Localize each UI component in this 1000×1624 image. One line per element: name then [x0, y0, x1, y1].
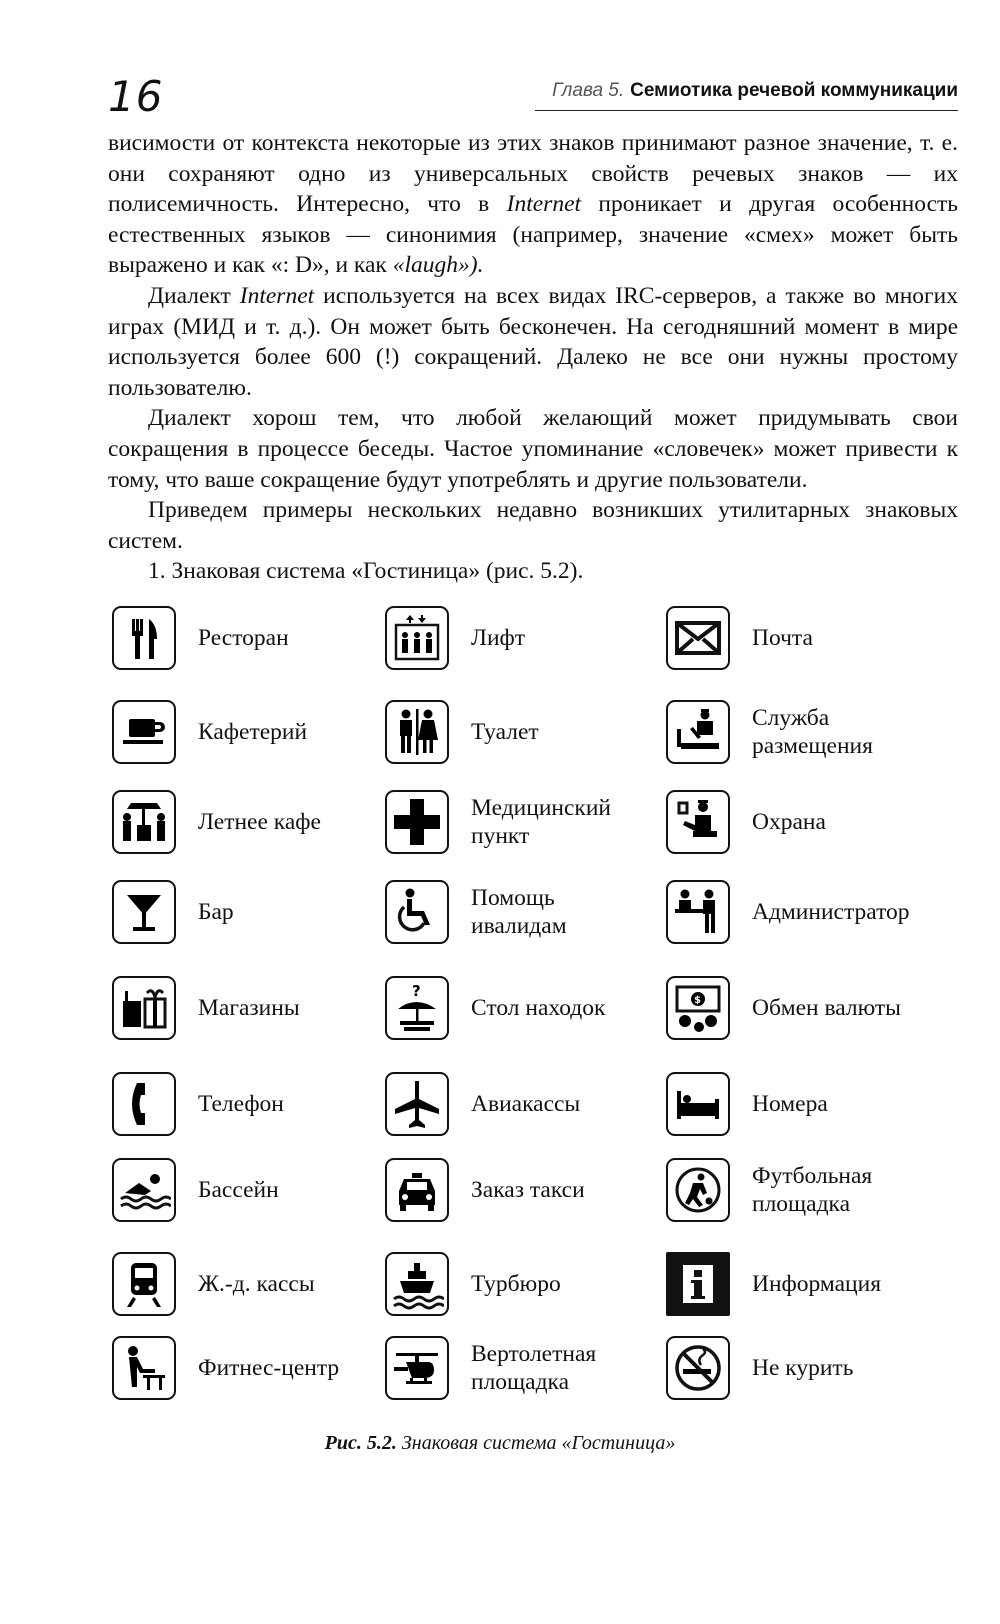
paragraph-5: 1. Знаковая система «Гостиница» (рис. 5.2). — [148, 558, 584, 585]
sign-shops: Магазины — [112, 972, 412, 1044]
header-rule — [535, 110, 958, 111]
sign-cafeteria: Кафетерий — [112, 696, 412, 768]
bed-icon — [666, 1072, 730, 1136]
currency-exchange-icon — [666, 976, 730, 1040]
paragraph-4: Приведем примеры нескольких недавно возникших утилитарных знаковых систем. — [108, 497, 958, 554]
elevator-icon — [385, 606, 449, 670]
mail-icon — [666, 606, 730, 670]
svg-text:$: $ — [694, 995, 701, 1006]
airplane-icon — [385, 1072, 449, 1136]
sign-telephone: Телефон — [112, 1068, 412, 1140]
helicopter-icon — [385, 1336, 449, 1400]
sign-football: Футбольная площадка — [666, 1154, 966, 1226]
telephone-icon — [112, 1072, 176, 1136]
train-icon — [112, 1252, 176, 1316]
restaurant-icon — [112, 606, 176, 670]
summer-cafe-icon — [112, 790, 176, 854]
sign-taxi: Заказ такси — [385, 1154, 685, 1226]
paragraph-1: висимости от контекста некоторые из этих знаков принимают разное значение, т. е. они сохраняют одно из универсальных свойств речевых знаков — их полисемичность. Интересно, что в Internet проникает и другая особенность естественных языков — синонимия (например, значение «смех» может быть выражено и как «: D», и как «laugh»). — [108, 130, 958, 279]
svg-text:?: ? — [412, 982, 421, 1000]
sign-elevator: Лифт — [385, 602, 685, 674]
sign-currency: $ Обмен валюты — [666, 972, 966, 1044]
fitness-icon — [112, 1336, 176, 1400]
sign-train: Ж.-д. кассы — [112, 1248, 412, 1320]
sign-no-smoking: Не курить — [666, 1332, 966, 1404]
sign-summer-cafe: Летнее кафе — [112, 786, 412, 858]
cafeteria-icon — [112, 700, 176, 764]
taxi-icon — [385, 1158, 449, 1222]
chapter-title: Семиотика речевой коммуникации — [630, 80, 958, 101]
sign-helicopter: Вертолетная площадка — [385, 1332, 685, 1404]
sign-ship: Турбюро — [385, 1248, 685, 1320]
no-smoking-icon — [666, 1336, 730, 1400]
shops-icon — [112, 976, 176, 1040]
body-text — [108, 128, 958, 587]
sign-toilet: Туалет — [385, 696, 685, 768]
page-number: 16 — [108, 72, 164, 121]
sign-security: Охрана — [666, 786, 966, 858]
paragraph-3: Диалект хорош тем, что любой желающий может придумывать свои сокращения в процессе беседы. Частое упоминание «словечек» может привести к тому, что ваше сокращение будут употреблять и другие пользователи. — [108, 405, 958, 493]
running-head — [552, 80, 958, 102]
sign-lost-found: ? Стол находок — [385, 972, 685, 1044]
sign-mail: Почта — [666, 602, 966, 674]
pool-icon — [112, 1158, 176, 1222]
figure-caption — [0, 1432, 1000, 1455]
sign-administrator: Администратор — [666, 876, 966, 948]
medical-cross-icon — [385, 790, 449, 854]
figure-title: Знаковая система «Гостиница» — [401, 1432, 676, 1454]
sign-rooms: Номера — [666, 1068, 966, 1140]
sign-airplane: Авиакассы — [385, 1068, 685, 1140]
accommodation-icon — [666, 700, 730, 764]
ship-icon — [385, 1252, 449, 1316]
sign-fitness: Фитнес-центр — [112, 1332, 412, 1404]
lost-found-icon — [385, 976, 449, 1040]
sign-wheelchair: Помощь ивалидам — [385, 876, 685, 948]
bar-icon — [112, 880, 176, 944]
toilet-icon — [385, 700, 449, 764]
sign-medical: Медицинский пункт — [385, 786, 685, 858]
administrator-icon — [666, 880, 730, 944]
sign-information: Информация — [666, 1248, 966, 1320]
sign-bar: Бар — [112, 876, 412, 948]
sign-accommodation: Служба размещения — [666, 696, 966, 768]
figure-number: Рис. 5.2. — [324, 1432, 397, 1454]
security-icon — [666, 790, 730, 854]
sign-restaurant: Ресторан — [112, 602, 412, 674]
sign-pool: Бассейн — [112, 1154, 412, 1226]
information-icon — [666, 1252, 730, 1316]
chapter-number: Глава 5. — [552, 80, 625, 101]
football-icon — [666, 1158, 730, 1222]
sign-grid — [112, 602, 972, 1402]
wheelchair-icon — [385, 880, 449, 944]
paragraph-2: Диалект Internet используется на всех видах IRC-серверов, а также во многих играх (МИД и т. д.). Он может быть бесконечен. На сегодняшний момент в мире используется более 600 (!) сокращений. Далеко не все они нужны простому пользователю. — [108, 282, 958, 401]
